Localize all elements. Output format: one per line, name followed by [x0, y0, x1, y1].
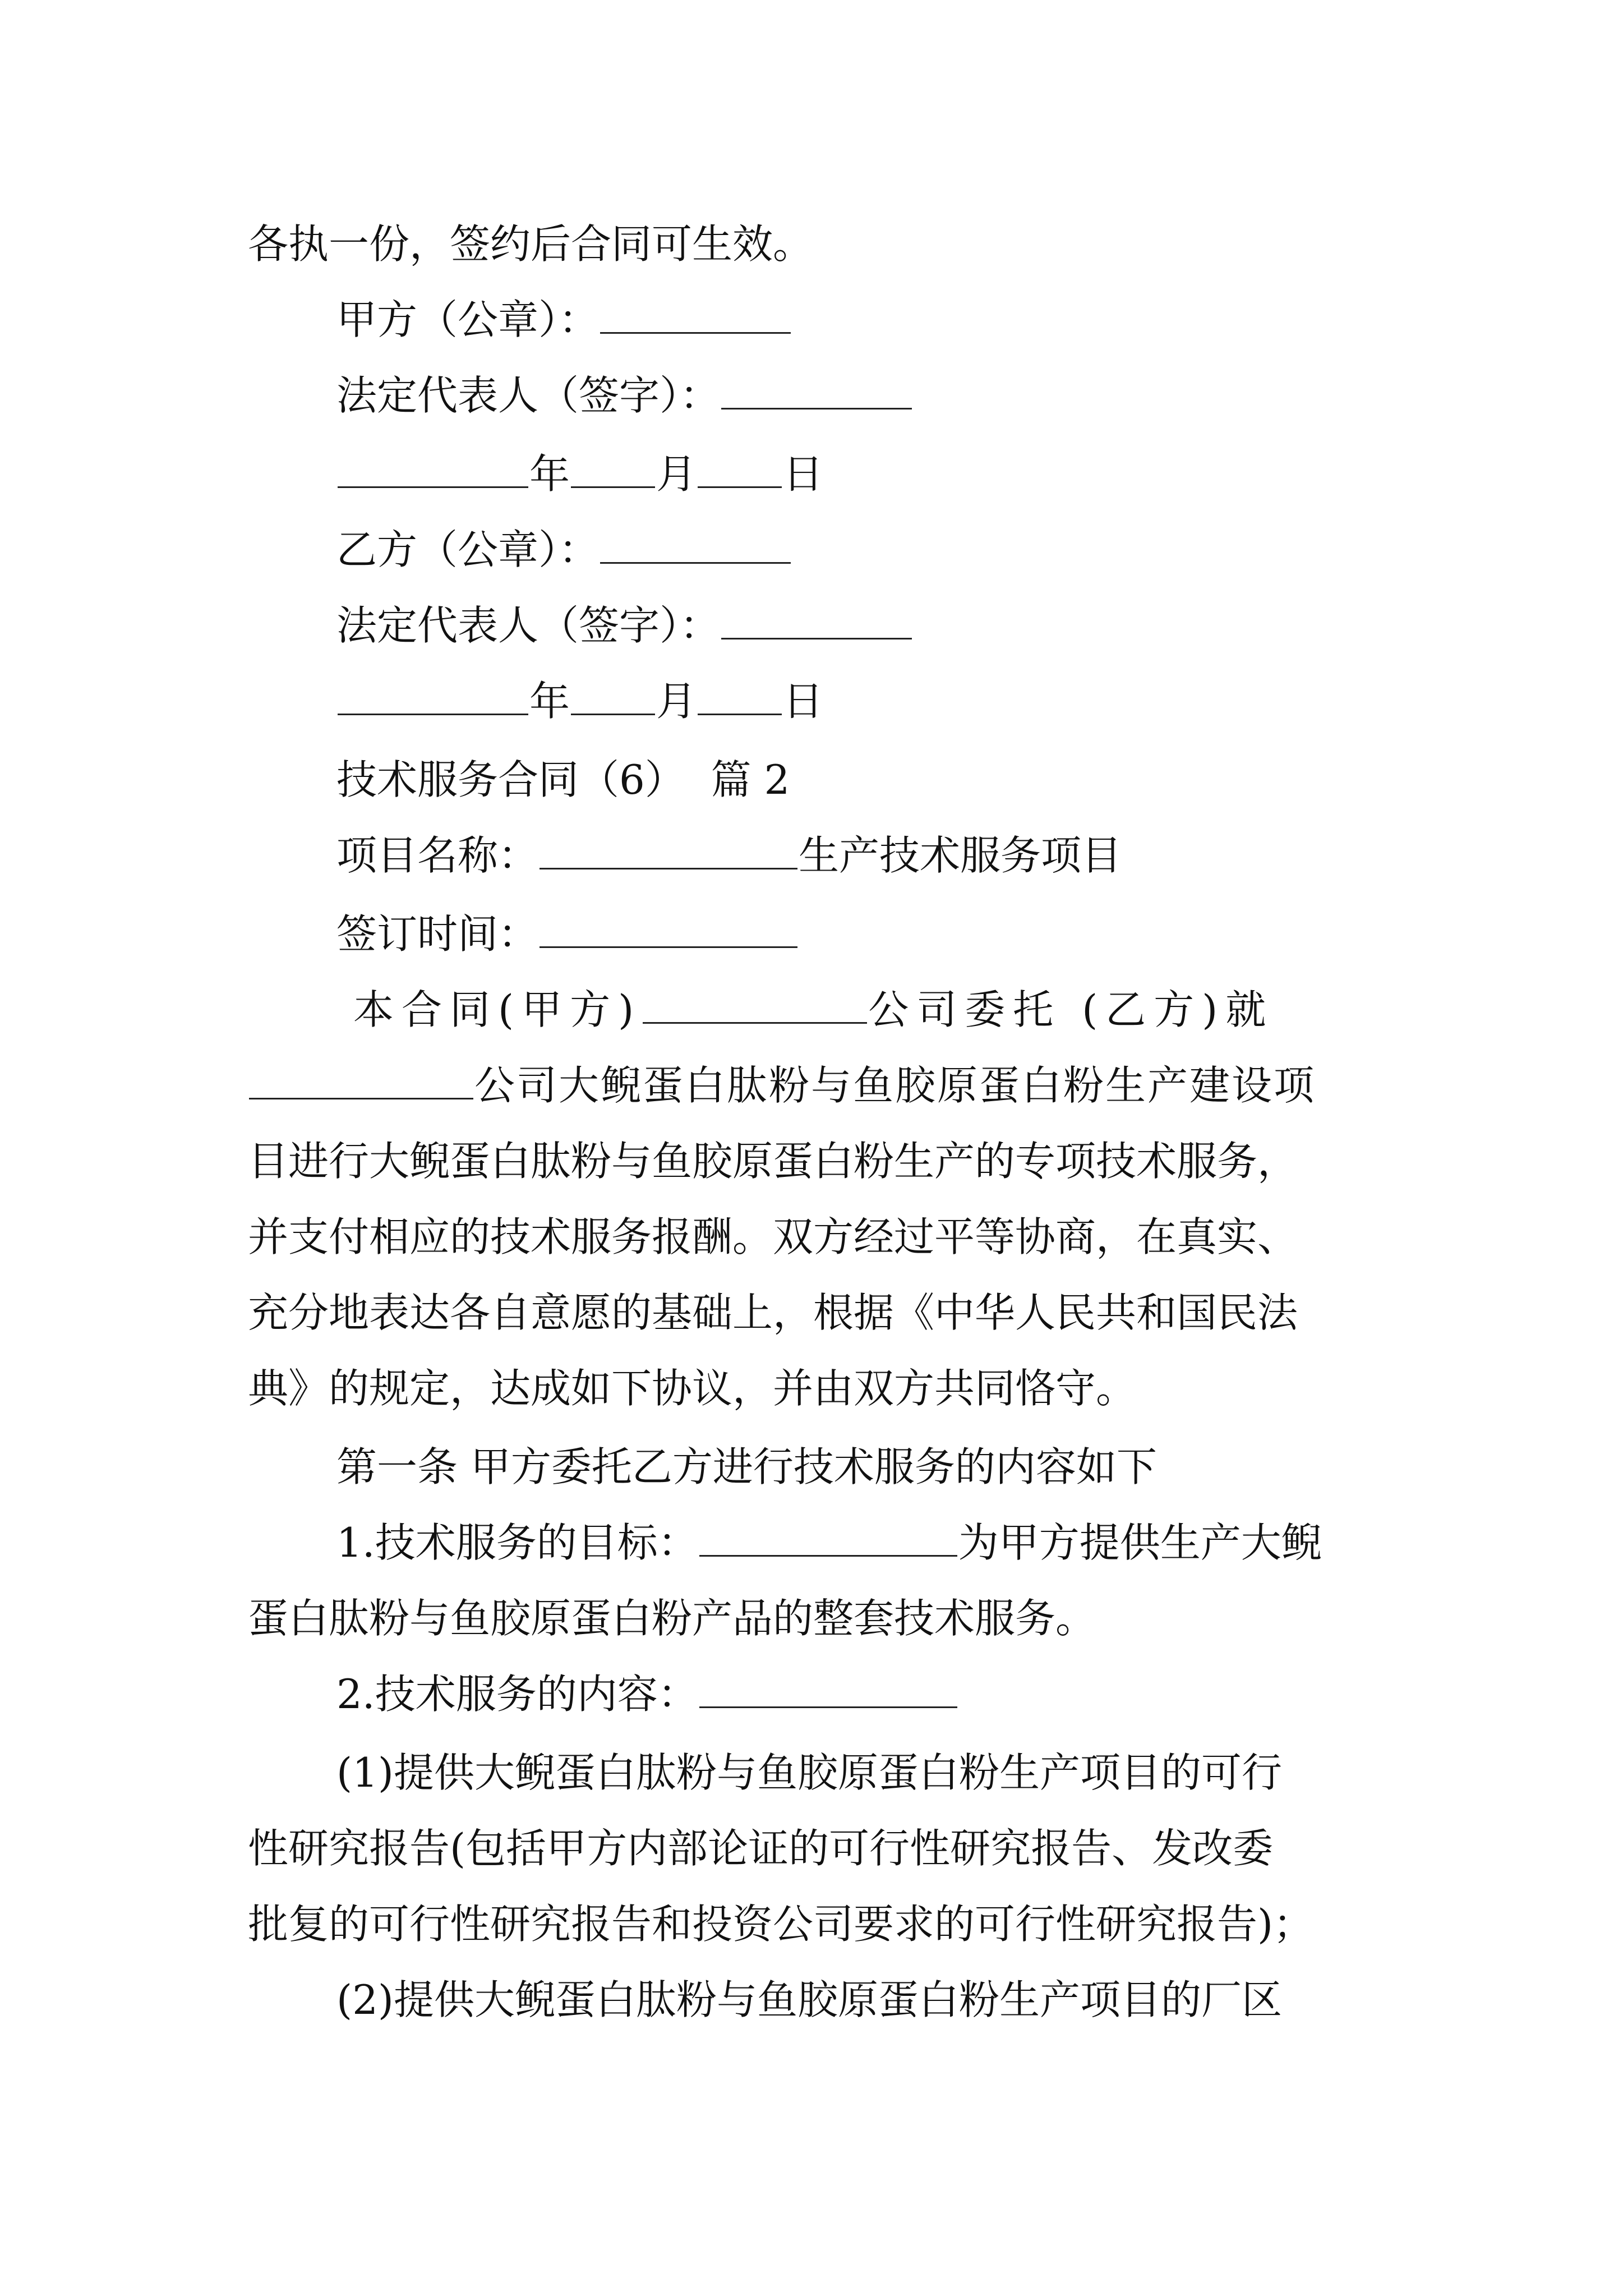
contract-title: [336, 749, 790, 811]
blank-field: [699, 1674, 957, 1708]
paragraph-line: [353, 979, 1274, 1041]
year-label: 年: [529, 678, 570, 725]
blank-field: [721, 605, 912, 639]
day-label: 日: [783, 678, 824, 725]
month-label: 月: [656, 450, 697, 498]
text-span: 生产技术服务项目: [799, 832, 1122, 879]
blank-field: [721, 375, 912, 409]
blank-field: [571, 681, 655, 715]
blank-field: [540, 835, 797, 869]
text-span: (2)提供大鲵蛋白肽粉与鱼胶原蛋白粉生产项目的厂区: [336, 1976, 1282, 2023]
label: 法定代表人（签字）：: [336, 602, 721, 649]
project-name-line: [336, 825, 1122, 886]
date-line-a: [336, 443, 823, 505]
label: 签订时间：: [336, 910, 539, 958]
text-span: 充分地表达各自意愿的基础上，根据《中华人民共和国民法: [248, 1289, 1298, 1336]
text-span: 并支付相应的技术服务报酬。双方经过平等协商，在真实、: [248, 1213, 1298, 1260]
blank-field: [338, 454, 528, 488]
text-span: 为甲方提供生产大鲵: [958, 1519, 1322, 1566]
blank-field: [540, 914, 797, 948]
paragraph-line: [248, 1282, 1298, 1343]
label: 项目名称：: [336, 832, 539, 879]
paragraph-line: [248, 1358, 1136, 1419]
label: 乙方（公章）：: [336, 526, 600, 573]
paragraph-line: [248, 1588, 1096, 1649]
paragraph-line: [248, 1055, 1316, 1116]
label: 2.技术服务的内容：: [336, 1671, 698, 1718]
text-span: 第一条 甲方委托乙方进行技术服务的内容如下: [336, 1443, 1157, 1490]
year-label: 年: [529, 450, 570, 498]
blank-field: [643, 990, 867, 1024]
paragraph-line: [248, 1818, 1273, 1879]
text-line: [248, 213, 813, 275]
text-span: (1)提供大鲵蛋白肽粉与鱼胶原蛋白粉生产项目的可行: [336, 1749, 1282, 1796]
legal-rep-a-line: [336, 365, 913, 426]
blank-field: [600, 530, 791, 564]
item1-line: [336, 1512, 1322, 1573]
text-span: 批复的可行性研究报告和投资公司要求的可行性研究报告)；: [248, 1901, 1314, 1948]
text-span: 典》的规定，达成如下协议，并由双方共同恪守。: [248, 1365, 1137, 1412]
blank-field: [338, 681, 528, 715]
article-heading: [336, 1436, 1157, 1498]
text-span: 性研究报告(包括甲方内部论证的可行性研究报告、发改委: [248, 1825, 1274, 1872]
text-span: 本合同(甲方): [353, 986, 642, 1033]
blank-field: [249, 1065, 473, 1099]
text-span: 目进行大鲵蛋白肽粉与鱼胶原蛋白粉生产的专项技术服务，: [248, 1138, 1298, 1185]
item2-line: [336, 1663, 958, 1725]
text-span: 蛋白肽粉与鱼胶原蛋白粉产品的整套技术服务。: [248, 1595, 1096, 1642]
label: 法定代表人（签字）：: [336, 372, 721, 419]
party-b-seal-line: [336, 519, 792, 581]
blank-field: [600, 300, 791, 334]
paragraph-line: [248, 1206, 1298, 1268]
sign-time-line: [336, 903, 799, 965]
date-line-b: [336, 670, 823, 732]
paragraph-line: [248, 1130, 1298, 1192]
month-label: 月: [656, 678, 697, 725]
title-text: 技术服务合同（6） 篇 2: [336, 756, 790, 803]
day-label: 日: [783, 450, 824, 498]
label: 1.技术服务的目标：: [336, 1519, 698, 1566]
text-span: 各执一份，签约后合同可生效。: [248, 220, 814, 268]
blank-field: [698, 681, 782, 715]
paragraph-line: [336, 1969, 1282, 2031]
legal-rep-b-line: [336, 595, 913, 656]
paragraph-line: [336, 1742, 1282, 1803]
paragraph-line: [248, 1893, 1313, 1955]
party-a-seal-line: [336, 289, 792, 351]
text-span: 公司委托 (乙方)就: [868, 986, 1274, 1033]
blank-field: [699, 1522, 957, 1557]
text-span: 公司大鲵蛋白肽粉与鱼胶原蛋白粉生产建设项: [474, 1062, 1316, 1109]
label: 甲方（公章）：: [336, 296, 600, 343]
blank-field: [571, 454, 655, 488]
blank-field: [698, 454, 782, 488]
